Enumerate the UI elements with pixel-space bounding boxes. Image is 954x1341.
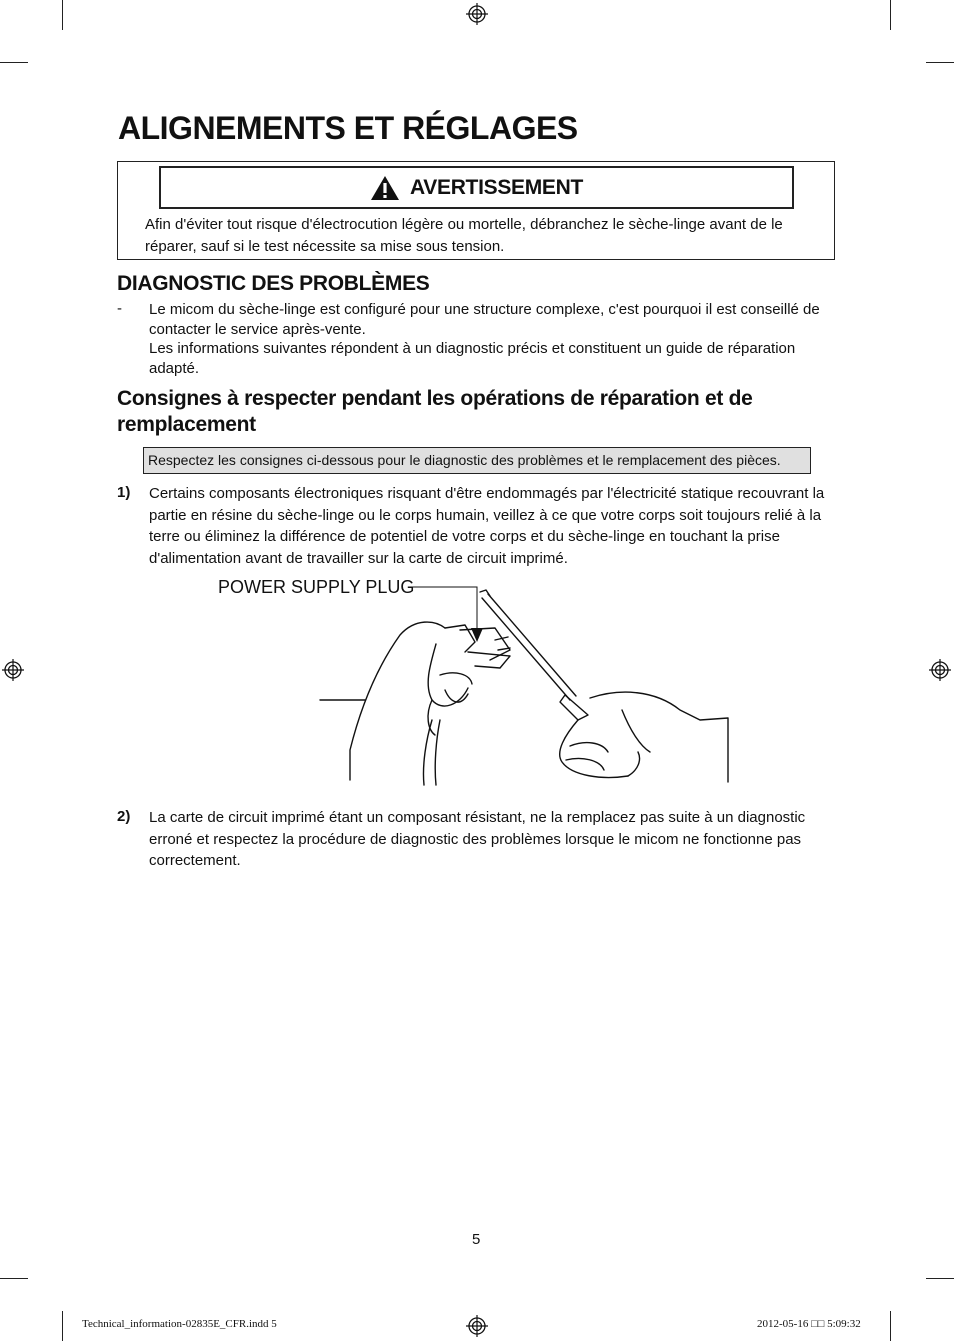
section-heading-consignes: Consignes à respecter pendant les opérations de réparation et de remplacement (117, 387, 753, 436)
crop-mark (62, 1311, 63, 1341)
diagnostic-line-1: Le micom du sèche-linge est configuré pour une structure complexe, c'est pourquoi il est conseillé de contacter le service après-vente. (149, 301, 820, 338)
crop-mark (0, 1278, 28, 1279)
item-text: Certains composants électroniques risquant d'être endommagés par l'électricité statique recouvrant la partie en résine du sèche-linge ou le corps humain, veillez à ce que votre corps soit toujours relié à la terre ou éliminez la différence de potentiel de votre corps et du sèche-linge en touchant la prise d'alimentation avant de travailler sur la carte de circuit imprimé. (149, 485, 825, 567)
page-number: 5 (472, 1231, 481, 1248)
footer-timestamp: 2012-05-16 □□ 5:09:32 (757, 1318, 861, 1330)
warning-title: AVERTISSEMENT (409, 175, 584, 199)
footer-filename: Technical_information-02835E_CFR.indd 5 (82, 1318, 277, 1330)
bullet-dash: - (117, 300, 122, 317)
registration-mark-icon (466, 1315, 488, 1337)
crop-mark (926, 62, 954, 63)
registration-mark-icon (2, 659, 24, 681)
diagnostic-paragraph (149, 300, 839, 378)
warning-text: Afin d'éviter tout risque d'électrocution légère ou mortelle, débranchez le sèche-linge avant de le réparer, sauf si le test nécessite sa mise sous tension. (145, 216, 783, 255)
warning-header (159, 166, 794, 209)
section-heading-diagnostic: DIAGNOSTIC DES PROBLÈMES (117, 272, 430, 295)
page-title: ALIGNEMENTS ET RÉGLAGES (118, 110, 578, 146)
consignes-note: Respectez les consignes ci-dessous pour le diagnostic des problèmes et le remplacement des pièces. (143, 447, 811, 474)
crop-mark (62, 0, 63, 30)
item-text: La carte de circuit imprimé étant un composant résistant, ne la remplacez pas suite à un diagnostic erroné et respectez la procédure de diagnostic des problèmes lorsque le micom ne fonctionne pas correctement. (149, 809, 806, 869)
crop-mark (0, 62, 28, 63)
power-plug-illustration (210, 570, 740, 795)
item-number: 2) (117, 808, 131, 825)
illustration-label: POWER SUPPLY PLUG (218, 577, 415, 597)
warning-triangle-icon (370, 175, 400, 201)
registration-mark-icon (929, 659, 951, 681)
crop-mark (890, 0, 891, 30)
diagnostic-line-2: Les informations suivantes répondent à un diagnostic précis et constituent un guide de réparation adapté. (149, 340, 796, 377)
crop-mark (890, 1311, 891, 1341)
registration-mark-icon (466, 3, 488, 25)
item-number: 1) (117, 484, 131, 501)
crop-mark (926, 1278, 954, 1279)
